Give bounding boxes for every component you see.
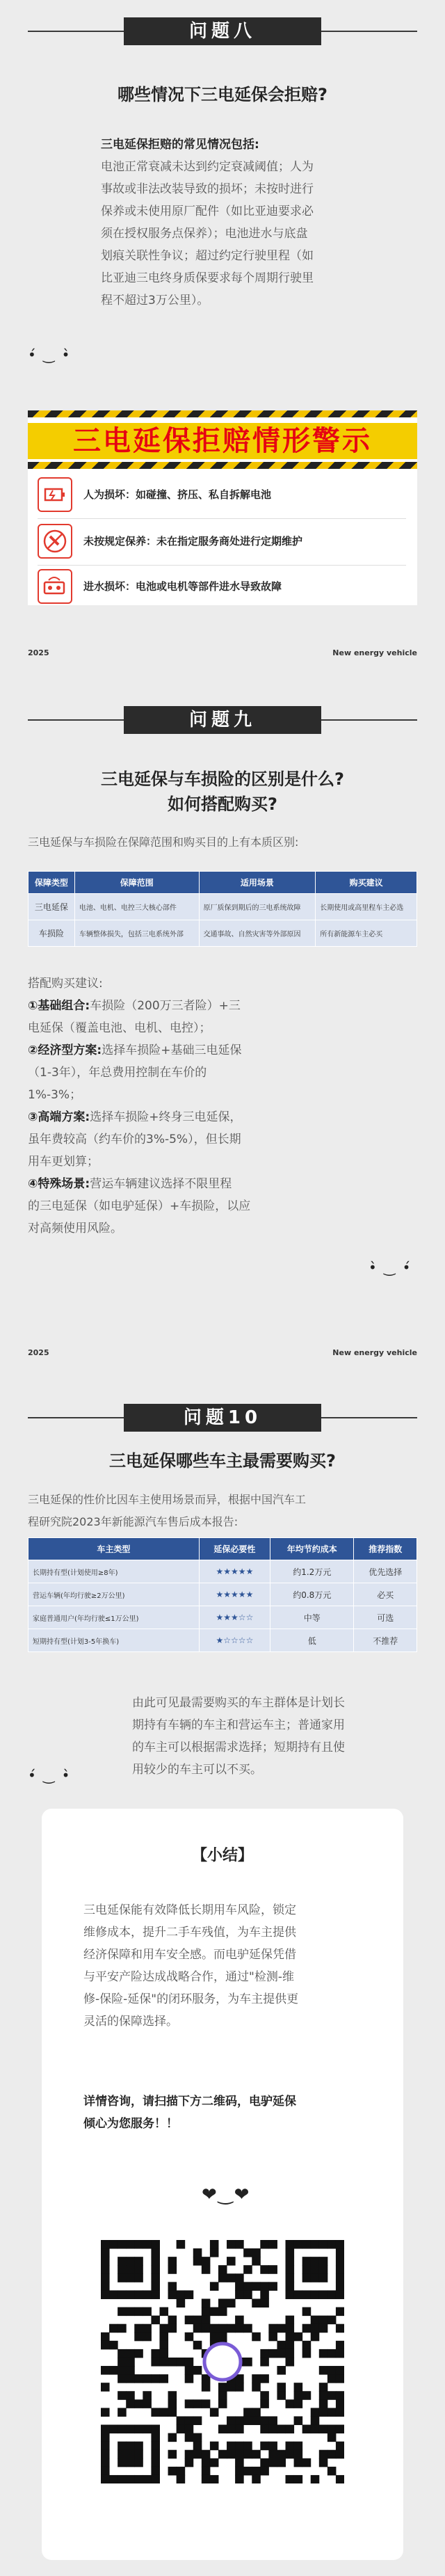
summary-line: 经济保障和用车安全感。而电驴延保凭借 — [83, 1948, 296, 1962]
year-footer — [28, 648, 417, 658]
section-10-conclusion — [132, 1692, 417, 1781]
body-line: 程不超过3万公里）。 — [101, 294, 209, 307]
advice-line: 营运车辆建议选择不限里程 — [90, 1177, 232, 1191]
year-label: 2025 — [28, 1348, 49, 1357]
face-emoticon: •́ ‿ •̀ — [28, 346, 72, 363]
wrench-warning-icon — [38, 524, 72, 559]
section-10-header — [0, 1404, 445, 1432]
table-header-row — [29, 1538, 417, 1560]
title-line: 如何搭配购买? — [168, 794, 277, 814]
body-line: 电池正常衰减未达到约定衰减阈值；人为 — [101, 160, 314, 174]
hazard-stripe — [28, 462, 417, 469]
cta-line: 倾心为您服务！！ — [83, 2117, 178, 2131]
advice-line: 车损险（200万三者险）+三 — [90, 999, 241, 1013]
conclusion-line: 用较少的车主可以不买。 — [132, 1763, 262, 1777]
table-row — [29, 1606, 417, 1629]
table-row — [29, 920, 417, 947]
table-cell: 约0.8万元 — [270, 1583, 354, 1606]
advice-line: 选择车损险+终身三电延保， — [90, 1110, 242, 1124]
table-cell: 原厂质保到期后的三电系统故障 — [199, 894, 316, 920]
face-emoticon: •́ ‿ •̀ — [28, 1767, 72, 1784]
section-8-header — [0, 17, 445, 45]
table-cell: 电池、电机、电控三大核心部件 — [74, 894, 199, 920]
body-line: 须在授权服务点保养）；电池进水与底盘 — [101, 227, 308, 241]
section-9-advice — [28, 973, 327, 1240]
advice-item — [28, 1173, 327, 1195]
summary-line: 三电延保能有效降低长期用车风险，锁定 — [83, 1903, 296, 1917]
rating-stars: ★★★☆☆ — [199, 1606, 270, 1629]
conclusion-line: 的车主可以根据需求选择；短期持有且使 — [132, 1741, 345, 1754]
tagline: New energy vehicle — [332, 1348, 417, 1357]
rating-stars: ★☆☆☆☆ — [199, 1629, 270, 1652]
section-8-title: 哪些情况下三电延保会拒赔? — [118, 85, 327, 104]
intro-line: 程研究院2023年新能源汽车售后成本报告: — [28, 1515, 238, 1528]
table-cell: 家庭普通用户(年均行驶≤1万公里) — [29, 1606, 200, 1629]
advice-line: 选择车损险+基础三电延保 — [102, 1043, 242, 1057]
table-cell: 三电延保 — [29, 894, 75, 920]
face-emoticon: ❤‿❤ — [202, 2184, 251, 2205]
owner-type-table — [28, 1537, 417, 1652]
section-9-intro: 三电延保与车损险在保障范围和购买目的上有本质区别: — [28, 835, 299, 849]
section-10-intro — [28, 1489, 417, 1533]
summary-cta — [83, 2090, 362, 2135]
table-cell: 中等 — [270, 1606, 354, 1629]
table-cell: 约1.2万元 — [270, 1560, 354, 1583]
body-line: 比亚迪三电终身质保要求每个周期行驶里 — [101, 271, 314, 285]
tagline: New energy vehicle — [332, 648, 417, 657]
water-battery-icon — [38, 569, 72, 604]
advice-item — [28, 995, 327, 1017]
advice-line: 用车更划算； — [28, 1155, 99, 1169]
table-cell: 长期使用或高里程车主必选 — [316, 894, 417, 920]
table-cell: 低 — [270, 1629, 354, 1652]
qr-logo-icon — [204, 2344, 241, 2380]
summary-body — [83, 1899, 362, 2033]
section-9-header — [0, 706, 445, 734]
section-9-title — [0, 767, 445, 817]
divider — [38, 518, 406, 519]
table-header: 车主类型 — [29, 1538, 200, 1560]
table-cell: 不推荐 — [354, 1629, 417, 1652]
advice-line: 虽年费较高（约车价的3%-5%），但长期 — [28, 1133, 241, 1146]
summary-line: 修-保险-延保"的闭环服务，为车主提供更 — [83, 1992, 299, 2006]
warning-item-text: 人为损坏：如碰撞、挤压、私自拆解电池 — [83, 488, 272, 501]
summary-line: 维修成本，提升二手车残值，为车主提供 — [83, 1926, 296, 1939]
advice-item — [28, 1039, 327, 1062]
divider — [38, 565, 406, 566]
comparison-table — [28, 871, 417, 947]
warning-item-text: 未按规定保养：未在指定服务商处进行定期维护 — [83, 535, 303, 547]
advice-line: 对高频使用风险。 — [28, 1222, 122, 1235]
warning-item — [38, 524, 406, 559]
rating-stars: ★★★★★ — [199, 1583, 270, 1606]
section-8-heading: 问题八 — [124, 17, 321, 45]
table-header-row — [29, 872, 417, 894]
advice-line: （1-3年），年总费用控制在车价的 — [28, 1066, 207, 1080]
advice-label: ②经济型方案: — [28, 1043, 102, 1057]
rating-stars: ★★★★★ — [199, 1560, 270, 1583]
table-cell: 优先选择 — [354, 1560, 417, 1583]
table-header: 保障范围 — [74, 872, 199, 894]
section-10-heading: 问题10 — [124, 1404, 321, 1432]
advice-label: ①基础组合: — [28, 999, 90, 1013]
warning-item — [38, 477, 406, 512]
table-cell: 车辆整体损失，包括三电系统外部 — [74, 920, 199, 947]
advice-line: 1%-3%； — [28, 1088, 82, 1102]
table-cell: 必买 — [354, 1583, 417, 1606]
table-cell: 车损险 — [29, 920, 75, 947]
qr-code-graphic — [101, 2240, 344, 2483]
warning-card — [28, 410, 417, 605]
face-emoticon: •̀ ‿ •́ — [369, 1259, 412, 1276]
table-cell: 长期持有型(计划使用≥8年) — [29, 1560, 200, 1583]
table-cell: 交通事故、自然灾害等外部原因 — [199, 920, 316, 947]
table-cell: 可选 — [354, 1606, 417, 1629]
year-label: 2025 — [28, 648, 49, 657]
table-header: 年均节约成本 — [270, 1538, 354, 1560]
table-header: 保障类型 — [29, 872, 75, 894]
summary-card — [42, 1809, 403, 2560]
conclusion-line: 期持有车辆的车主和营运车主；普通家用 — [132, 1718, 345, 1732]
table-cell: 营运车辆(年均行驶≥2万公里) — [29, 1583, 200, 1606]
conclusion-line: 由此可见最需要购买的车主群体是计划长 — [132, 1696, 345, 1710]
qr-code[interactable] — [101, 2240, 344, 2483]
battery-warning-icon — [38, 477, 72, 512]
warning-item-text: 进水损坏：电池或电机等部件进水导致故障 — [83, 580, 282, 593]
advice-item — [28, 1106, 327, 1128]
table-header: 推荐指数 — [354, 1538, 417, 1560]
summary-line: 灵活的保障选择。 — [83, 2015, 178, 2029]
table-row — [29, 1583, 417, 1606]
intro-line: 三电延保的性价比因车主使用场景而异，根据中国汽车工 — [28, 1493, 307, 1506]
table-header: 购买建议 — [316, 872, 417, 894]
table-cell: 短期持有型(计划3-5年换车) — [29, 1629, 200, 1652]
list-head: 三电延保拒赔的常见情况包括: — [101, 138, 259, 152]
section-8-body — [101, 134, 421, 312]
advice-line: 的三电延保（如电驴延保）+车损险，以应 — [28, 1199, 251, 1213]
hazard-stripe — [28, 410, 417, 417]
table-cell: 所有新能源车主必买 — [316, 920, 417, 947]
section-9-heading: 问题九 — [124, 706, 321, 734]
cta-line: 详情咨询，请扫描下方二维码，电驴延保 — [83, 2095, 296, 2109]
table-row — [29, 1560, 417, 1583]
body-line: 保养或未使用原厂配件（如比亚迪要求必 — [101, 205, 314, 218]
table-row — [29, 1629, 417, 1652]
body-line: 划痕关联性争议；超过约定行驶里程（如 — [101, 249, 314, 263]
body-line: 事故或非法改装导致的损坏；未按时进行 — [101, 182, 314, 196]
section-10-title: 三电延保哪些车主最需要购买? — [109, 1451, 336, 1471]
title-line: 三电延保与车损险的区别是什么? — [101, 769, 344, 789]
table-header: 延保必要性 — [199, 1538, 270, 1560]
summary-title: 【小结】 — [191, 1847, 253, 1864]
summary-line: 与平安产险达成战略合作，通过"检测-维 — [83, 1970, 294, 1984]
warning-title: 三电延保拒赔情形警示 — [28, 423, 417, 459]
table-header: 适用场景 — [199, 872, 316, 894]
year-footer — [28, 1348, 417, 1358]
warning-item — [38, 569, 406, 604]
advice-line: 电延保（覆盖电池、电机、电控）； — [28, 1021, 211, 1035]
advice-label: ④特殊场景: — [28, 1177, 90, 1191]
advice-label: ③高端方案: — [28, 1110, 90, 1124]
table-row — [29, 894, 417, 920]
advice-head: 搭配购买建议: — [28, 977, 103, 991]
